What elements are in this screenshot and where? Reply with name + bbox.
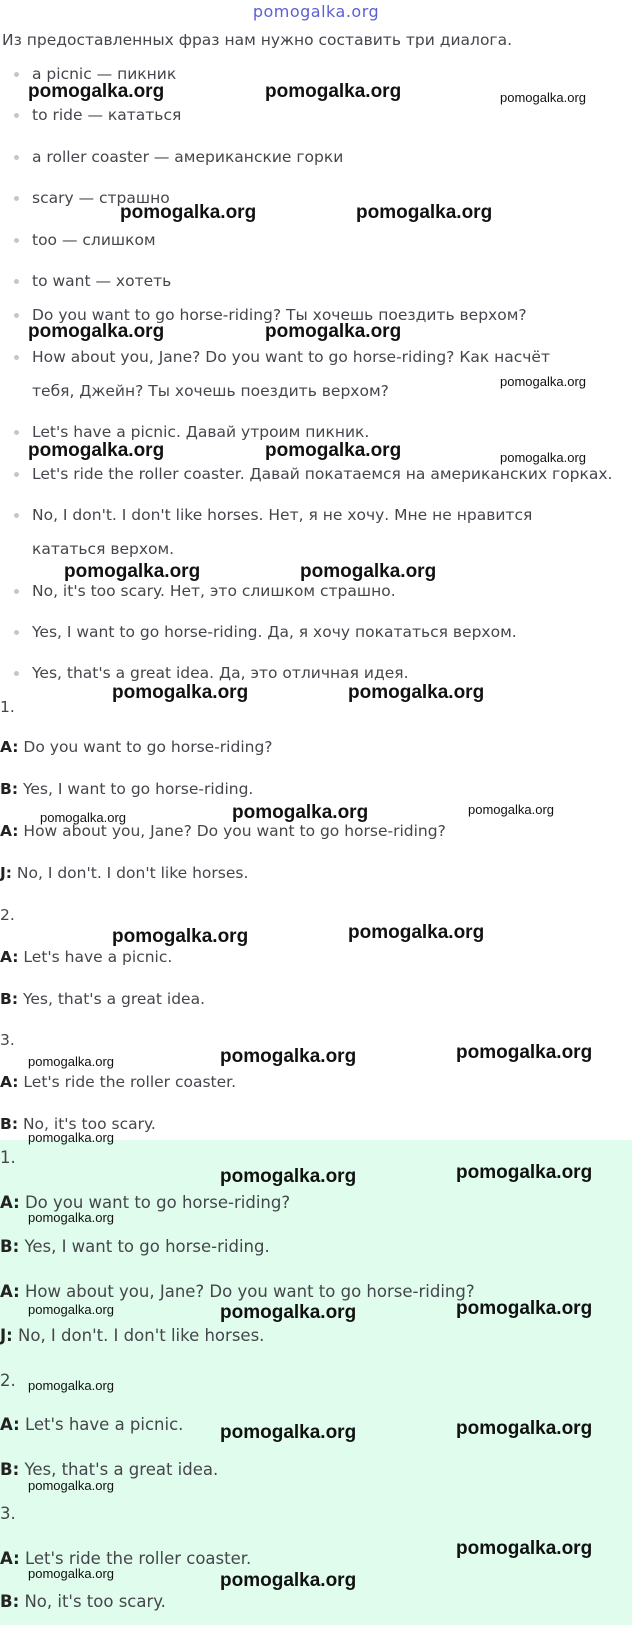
watermark: pomogalka.org [28,1478,114,1493]
watermark: pomogalka.org [300,561,437,582]
watermark: pomogalka.org [28,440,165,461]
watermark: pomogalka.org [265,440,402,461]
list-item: a roller coaster — американские горки [14,140,614,174]
list-item: scary — страшно [14,181,614,215]
watermark: pomogalka.org [28,1302,114,1317]
list-item: too — слишком [14,223,614,257]
watermark: pomogalka.org [456,1298,593,1319]
watermark: pomogalka.org [220,1570,357,1591]
watermark: pomogalka.org [112,682,249,703]
dialog-number: 2. [0,1371,16,1390]
dialog-line: A: Let's ride the roller coaster. [0,1073,237,1091]
dialog-line: A: Do you want to go horse-riding? [0,1193,291,1212]
watermark: pomogalka.org [28,1210,114,1225]
dialog-number: 2. [0,906,15,924]
dialog-line: J: No, I don't. I don't like horses. [0,1326,265,1345]
list-item: Do you want to go horse-riding? Ты хочешь поездить верхом? [14,298,614,332]
watermark: pomogalka.org [348,922,485,943]
dialog-line: B: No, it's too scary. [0,1115,156,1133]
dialog-line: A: How about you, Jane? Do you want to go horse-riding? [0,1282,475,1301]
dialog-line: A: How about you, Jane? Do you want to go horse-riding? [0,822,446,840]
dialog-line: A: Do you want to go horse-riding? [0,738,273,756]
list-item: No, I don't. I don't like horses. Нет, я не хочу. Мне не нравится кататься верхом. [14,498,614,566]
dialog-line: B: Yes, I want to go horse-riding. [0,780,254,798]
dialog-line: A: Let's ride the roller coaster. [0,1549,252,1568]
watermark: pomogalka.org [220,1302,357,1323]
watermark: pomogalka.org [220,1422,357,1443]
watermark: pomogalka.org [265,81,402,102]
list-item: Yes, I want to go horse-riding. Да, я хочу покататься верхом. [14,615,614,649]
watermark: pomogalka.org [28,321,165,342]
watermark: pomogalka.org [232,802,369,823]
watermark: pomogalka.org [500,374,586,389]
list-item: Yes, that's a great idea. Да, это отличная идея. [14,656,614,690]
watermark: pomogalka.org [500,90,586,105]
watermark: pomogalka.org [220,1166,357,1187]
list-item: a picnic — пикник [14,57,614,91]
list-item: How about you, Jane? Do you want to go horse-riding? Как насчёт тебя, Джейн? Ты хочешь поездить верхом? [14,340,614,408]
watermark: pomogalka.org [456,1538,593,1559]
watermark: pomogalka.org [500,450,586,465]
dialog-line: B: Yes, I want to go horse-riding. [0,1237,270,1256]
watermark: pomogalka.org [265,321,402,342]
dialog-number: 3. [0,1504,16,1523]
dialog-line: J: No, I don't. I don't like horses. [0,864,249,882]
watermark: pomogalka.org [40,810,126,825]
watermark: pomogalka.org [356,202,493,223]
list-item: to ride — кататься [14,98,614,132]
watermark: pomogalka.org [64,561,201,582]
watermark: pomogalka.org [28,81,165,102]
dialog-line: B: Yes, that's a great idea. [0,1460,219,1479]
watermark: pomogalka.org [456,1042,593,1063]
watermark: pomogalka.org [112,926,249,947]
dialog-line: A: Let's have a picnic. [0,948,173,966]
watermark: pomogalka.org [28,1566,114,1581]
watermark: pomogalka.org [28,1054,114,1069]
dialog-number: 1. [0,1148,16,1167]
list-item: Let's have a picnic. Давай утроим пикник. [14,415,614,449]
list-item: Let's ride the roller coaster. Давай покатаемся на американских горках. [14,457,614,491]
watermark: pomogalka.org [456,1162,593,1183]
intro-text: Из предоставленных фраз нам нужно составить три диалога. [2,31,513,49]
watermark: pomogalka.org [28,1378,114,1393]
list-item: to want — хотеть [14,264,614,298]
dialog-line: B: Yes, that's a great idea. [0,990,206,1008]
watermark: pomogalka.org [468,802,554,817]
watermark: pomogalka.org [456,1418,593,1439]
dialog-number: 3. [0,1031,15,1049]
watermark: pomogalka.org [28,1130,114,1145]
watermark: pomogalka.org [220,1046,357,1067]
dialog-number: 1. [0,698,15,716]
dialog-line: B: No, it's too scary. [0,1592,166,1611]
site-title[interactable]: pomogalka.org [252,2,380,21]
watermark: pomogalka.org [120,202,257,223]
watermark: pomogalka.org [348,682,485,703]
list-item: No, it's too scary. Нет, это слишком страшно. [14,574,614,608]
dialog-line: A: Let's have a picnic. [0,1415,184,1434]
